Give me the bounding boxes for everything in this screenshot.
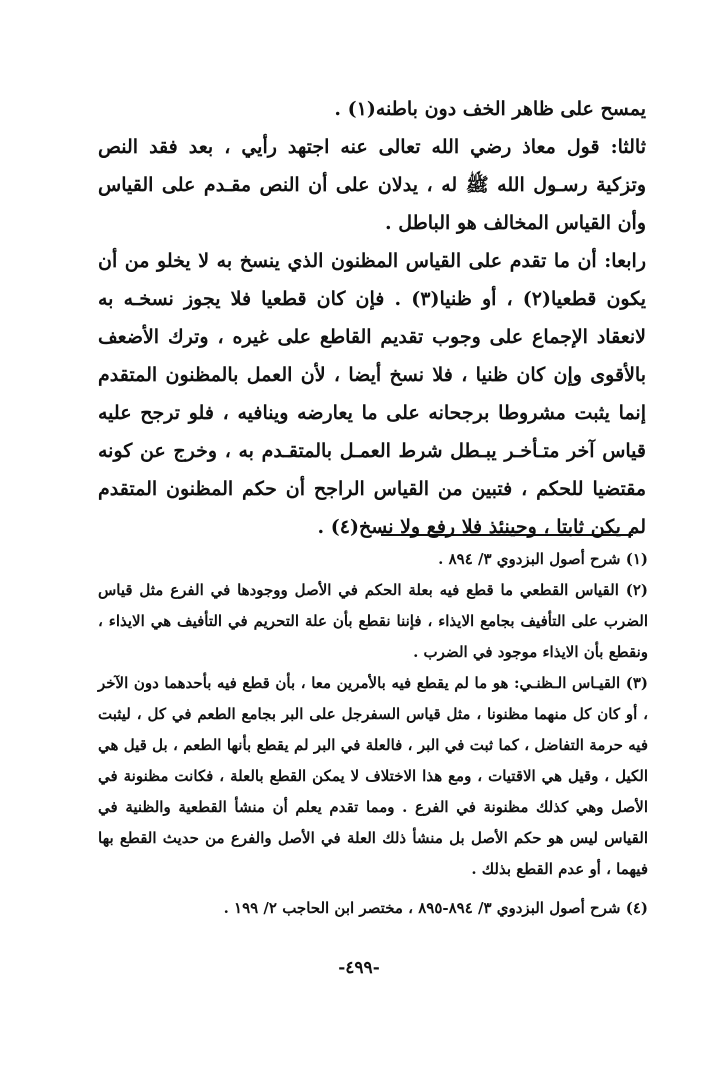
paragraph-fourth [98,242,646,546]
footnote-2: (٢) القياس القطعي ما قطع فيه بعلة الحكم في الأصل ووجودها في الفرع مثل قياس الضرب على التأفيف بجامع الايذاء ، فإننا نقطع بأن علة التحريم في التأفيف هي الايذاء ، ونقطع بأن الايذاء موجود في الضرب . [98,581,648,661]
paragraph-continuation: يمسح على ظاهر الخف دون باطنه(١) . [334,98,646,120]
fourth-text: أن ما تقدم على القياس المظنون الذي ينسخ به لا يخلو من أن يكون قطعيا(٢) ، أو ظنيا(٣) . فإن كان قطعيا فلا يجوز نسخـه به لانعقاد الإجماع على وجوب تقديم القاطع على غيره ، وترك الأضعف بالأقوى وإن كان ظنيا ، فلا نسخ أيضا ، لأن العمل بالمظنون المتقدم إنما يثبت مشروطا برجحانه على ما يعارضه وينافيه ، فلو ترجح عليه قياس آخر متـأخـر يبـطل شرط العمـل بالمتقـدم به ، وخرج عن كونه مقتضيا للحكم ، فتبين من القياس الراجح أن حكم المظنون المتقدم لم يكن ثابتا ، وحينئذ فلا رفع ولا نسخ(٤) . [98,250,647,538]
third-label: ثالثا: [610,136,646,158]
footnote-separator [381,534,633,536]
footnote-3: (٣) القيـاس الـظنـي: هو ما لم يقطع فيه بالأمرين معا ، بأن قطع فيه بأحدهما دون الآخر ، أو كان كل منهما مظنونا ، مثل قياس السفرجل على البر بجامع الطعم في كل ، ليثبت فيه حرمة التفاضل ، كما ثبت في البر ، فالعلة في البر لم يقطع بأنها الطعم ، بل قيل هي الكيل ، وقيل هي الاقتيات ، ومع هذا الاختلاف لا يمكن القطع بالعلة ، فكانت مظنونة في الأصل وهي كذلك مظنونة في الفرع . ومما تقدم يعلم أن منشأ القطعية والظنية في القياس ليس هو حكم الأصل بل منشأ ذلك العلة في الأصل والفرع من حديث القطع بها فيهما ، أو عدم القطع بذلك . [98,674,648,878]
footnote-4: (٤) شرح أصول البزدوي ٣/ ٨٩٤-٨٩٥ ، مختصر ابن الحاجب ٢/ ١٩٩ . [223,899,648,917]
page-number: -٤٩٩- [338,958,380,978]
footnotes [98,544,648,924]
main-text [98,90,646,546]
third-text: قول معاذ رضي الله تعالى عنه اجتهد رأيي ، بعد فقد النص وتزكية رسـول الله ﷺ له ، يدلان على أن النص مقـدم على القياس وأن القياس المخالف هو الباطل . [98,136,646,234]
footnote-1: (١) شرح أصول البزدوي ٣/ ٨٩٤ . [438,550,648,568]
paragraph-third [98,128,646,242]
fourth-label: رابعا: [604,250,646,272]
